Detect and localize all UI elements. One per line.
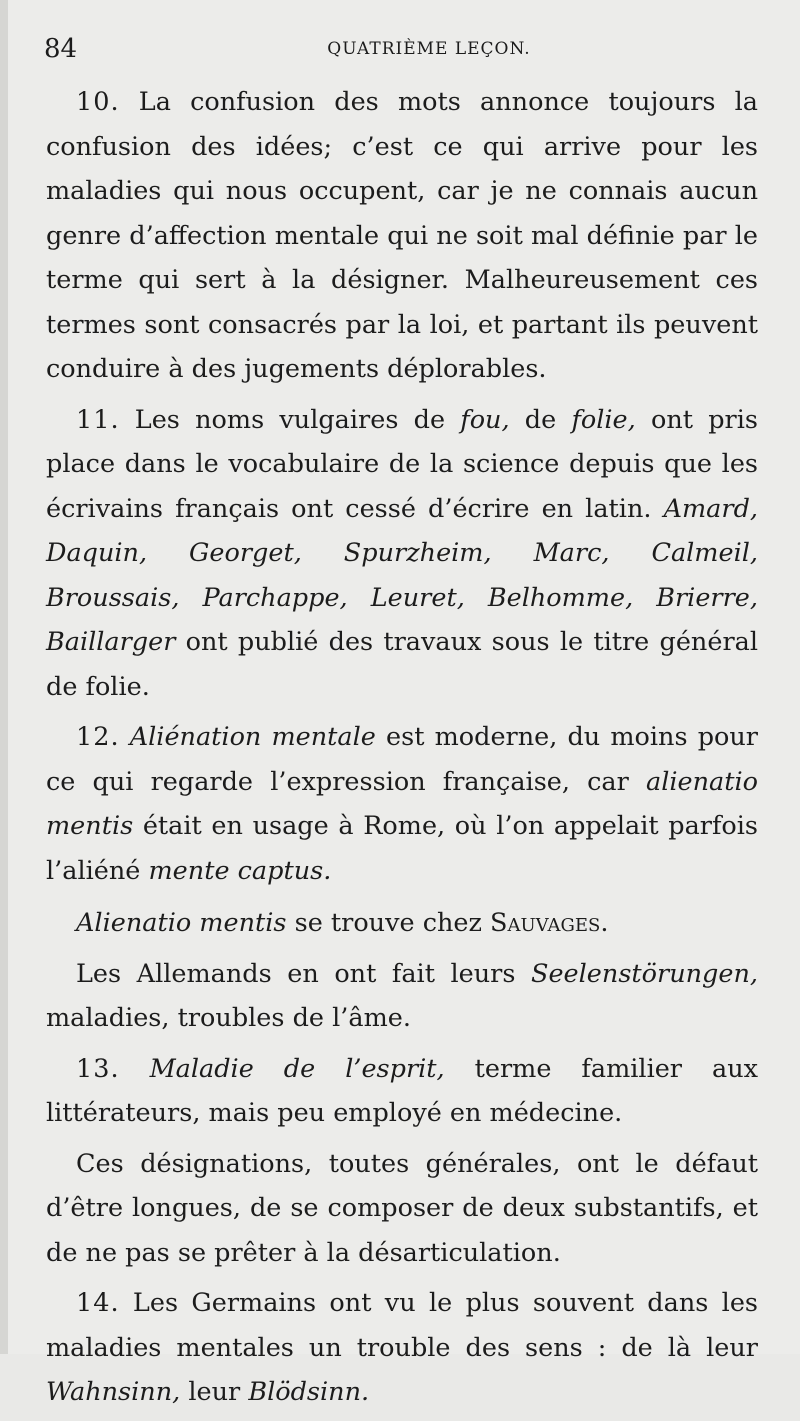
italic-text: alienatio mentis [46, 766, 758, 841]
paragraph-text: . [600, 908, 609, 938]
paragraph-text: La confusion des mots annonce toujours la confusion des idées; c’est ce qui arrive pour les maladies qui nous occupent, car je ne connais aucun genre d’affection mentale qui ne soit mal définie par le terme qui sert à la désigner. Malheureusement ces termes sont consacrés par la loi, et partant ils peuvent conduire à des jugements déplorables. [46, 87, 759, 384]
paragraph-text: ont publié des travaux sous le titre général de folie. [46, 627, 758, 702]
italic-text: Blödsinn. [248, 1377, 370, 1407]
small-caps-name: Sauvages [490, 908, 601, 938]
paragraph [46, 952, 758, 1041]
italic-text: fou, [460, 404, 510, 435]
paragraph [46, 1281, 758, 1415]
paragraph [46, 398, 758, 710]
page-header [44, 32, 754, 66]
italic-text: Amard, Daquin, Georget, Spurzheim, Marc, Calmeil, Broussais, Parchappe, Leuret, Belhomme, Brierre, Baillarger [46, 493, 758, 657]
paragraph-text: était en usage à Rome, où l’on appelait parfois l’aliéné [46, 811, 758, 886]
paragraph-number: 11. [76, 404, 120, 435]
paragraph-number: 13. [76, 1053, 120, 1084]
paragraph-text: Les Allemands en ont fait leurs [76, 958, 531, 989]
paragraph-number: 10. [76, 87, 120, 117]
paragraph [46, 1142, 758, 1276]
italic-text: Seelenstörungen, [531, 958, 758, 989]
paragraph-number: 14. [76, 1288, 120, 1318]
paragraph-text: terme familier aux littérateurs, mais peu employé en médecine. [46, 1053, 758, 1128]
paragraph-text: Ces désignations, toutes générales, ont le défaut d’être longues, de se composer de deux substantifs, et de ne pas se prêter à la désarticulation. [46, 1148, 758, 1268]
paragraph-text: se trouve chez [286, 908, 491, 938]
paragraph-text: est moderne, du moins pour ce qui regarde l’expression française, car [46, 722, 758, 797]
paragraph-text: de [509, 404, 572, 435]
page-number: 84 [44, 34, 78, 64]
italic-text: mente captus. [148, 855, 332, 886]
paragraph [46, 715, 758, 893]
paragraph-text: leur [180, 1377, 249, 1407]
page-gutter-shadow [0, 0, 8, 1354]
paragraph-text: Les Germains ont vu le plus souvent dans les maladies mentales un trouble des sens : de là leur [46, 1288, 759, 1363]
paragraph-text: Les noms vulgaires de [134, 404, 461, 435]
running-title: QUATRIÈME LEÇON. [327, 39, 531, 59]
paragraph-text: ont pris place dans le vocabulaire de la science depuis que les écrivains français ont cessé d’écrire en latin. [46, 404, 758, 524]
page-body [46, 80, 758, 1421]
italic-text: Alienatio mentis [76, 908, 287, 938]
italic-text: Wahnsinn, [46, 1377, 181, 1407]
paragraph [46, 901, 758, 946]
paragraph-number: 12. [76, 722, 120, 752]
paragraph [46, 80, 758, 392]
paragraph-text: maladies, troubles de l’âme. [46, 1003, 411, 1033]
italic-text: Aliénation mentale [129, 722, 376, 752]
italic-text: folie, [571, 404, 636, 435]
paragraph [46, 1047, 758, 1136]
italic-text: Maladie de l’esprit, [149, 1053, 445, 1084]
